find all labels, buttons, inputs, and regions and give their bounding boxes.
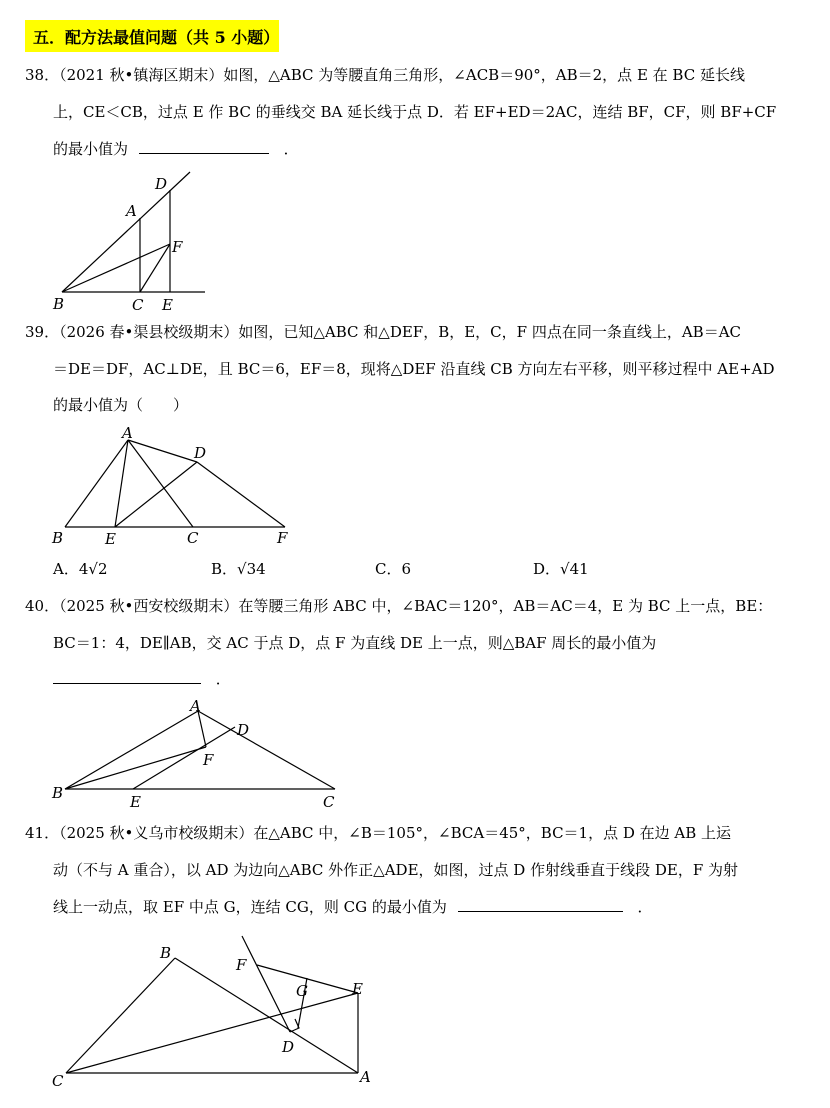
q39-figure <box>45 420 305 550</box>
q38-label-C: C <box>132 296 144 314</box>
q40-label-E: E <box>130 793 141 811</box>
q40-end: ． <box>215 670 231 688</box>
q39-option-a-value: 4√2 <box>78 560 108 578</box>
q38-line-3 <box>53 139 299 159</box>
q41-line-3 <box>53 897 652 917</box>
q40-answer-blank[interactable] <box>53 669 201 684</box>
q40-label-D: D <box>237 721 250 739</box>
q40-line-2: BC＝1：4，DE∥AB，交 AC 于点 D，点 F 为直线 DE 上一点，则△BAF 周长的最小值为 <box>53 634 657 652</box>
q41-label-F: F <box>236 956 247 974</box>
q41-line-2: 动（不与 A 重合），以 AD 为边向△ABC 外作正△ADE，如图，过点 D 作射线垂直于线段 DE，F 为射 <box>53 861 739 879</box>
q39-line-3: 的最小值为（ ） <box>53 396 189 414</box>
q39-option-c-value: 6 <box>401 560 412 578</box>
q38-label-E: E <box>162 296 173 314</box>
q39-option-b-letter: B． <box>211 560 238 578</box>
q39-label-C: C <box>187 529 199 547</box>
q38-answer-blank[interactable] <box>139 139 269 154</box>
q39-label-D: D <box>194 444 207 462</box>
q38-line-2: 上，CE＜CB，过点 E 作 BC 的垂线交 BA 延长线于点 D．若 EF+ED＝2AC，连结 BF，CF，则 BF+CF <box>53 103 777 121</box>
q39-option-d[interactable] <box>533 558 589 579</box>
q39-label-F: F <box>277 529 288 547</box>
q40-line-3 <box>53 669 231 689</box>
q39-line-2: ＝DE＝DF，AC⊥DE，且 BC＝6，EF＝8，现将△DEF 沿直线 CB 方向左右平移，则平移过程中 AE+AD <box>53 360 775 378</box>
q41-label-C: C <box>52 1072 64 1090</box>
q39-option-a[interactable] <box>53 558 108 579</box>
q38-label-F: F <box>172 238 183 256</box>
q41-label-A: A <box>360 1068 371 1086</box>
q38-line-1: 38．（2021 秋•镇海区期末）如图，△ABC 为等腰直角三角形，∠ACB＝90°，AB＝2，点 E 在 BC 延长线 <box>25 66 745 84</box>
q41-line-1: 41．（2025 秋•义乌市校级期末）在△ABC 中，∠B＝105°，∠BCA＝45°，BC＝1，点 D 在边 AB 上运 <box>25 824 732 842</box>
q38-prompt: 的最小值为 <box>53 140 129 158</box>
q41-label-G: G <box>296 982 308 1000</box>
q40-line-1: 40．（2025 秋•西安校级期末）在等腰三角形 ABC 中，∠BAC＝120°，AB＝AC＝4，E 为 BC 上一点，BE： <box>25 597 773 615</box>
q41-label-D: D <box>282 1038 295 1056</box>
q38-label-B: B <box>53 295 65 313</box>
q40-label-F: F <box>203 751 214 769</box>
q40-label-A: A <box>190 697 201 715</box>
q41-figure <box>40 928 380 1100</box>
q41-label-E: E <box>352 980 363 998</box>
q41-end: ． <box>637 898 653 916</box>
q39-option-a-letter: A． <box>53 560 79 578</box>
q40-label-B: B <box>52 784 64 802</box>
q39-label-B: B <box>52 529 64 547</box>
q40-label-C: C <box>323 793 335 811</box>
q39-option-d-letter: D． <box>533 560 561 578</box>
q38-figure <box>40 168 220 318</box>
q39-option-c-letter: C． <box>375 560 402 578</box>
q41-label-B: B <box>160 944 172 962</box>
q39-option-b[interactable] <box>211 558 266 579</box>
q41-answer-blank[interactable] <box>458 897 623 912</box>
q40-figure <box>45 695 355 815</box>
q38-label-D: D <box>155 175 168 193</box>
section-title: 五．配方法最值问题（共 5 小题） <box>25 20 279 52</box>
q39-label-A: A <box>122 424 133 442</box>
q39-line-1: 39．（2026 春•渠县校级期末）如图，已知△ABC 和△DEF，B，E，C，F 四点在同一条直线上，AB＝AC <box>25 323 742 341</box>
q39-option-c[interactable] <box>375 558 411 579</box>
q38-label-A: A <box>126 202 137 220</box>
q39-label-E: E <box>105 530 116 548</box>
q39-option-d-value: √41 <box>560 560 589 578</box>
q41-prompt: 线上一动点，取 EF 中点 G，连结 CG，则 CG 的最小值为 <box>53 898 447 916</box>
q38-end: ． <box>283 140 299 158</box>
q39-option-b-value: √34 <box>237 560 266 578</box>
